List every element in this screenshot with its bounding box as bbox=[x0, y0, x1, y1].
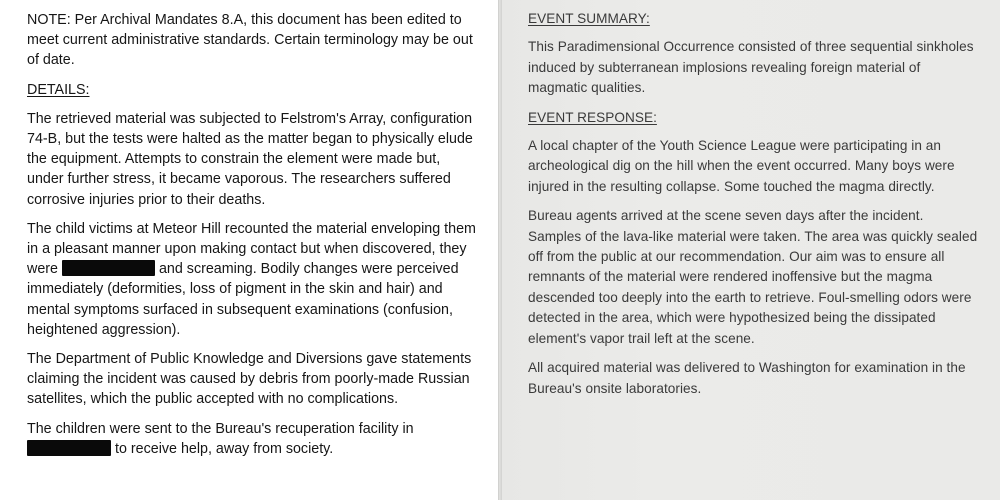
details-heading: DETAILS: bbox=[27, 81, 90, 98]
details-paragraph-3: The Department of Public Knowledge and Diversions gave statements claiming the incident was caused by debris from poorly-made Russian satellites, which the public accepted with no complications. bbox=[27, 351, 472, 408]
redaction-bar bbox=[62, 260, 155, 276]
paragraph-2-text-before: The child victims at Meteor Hill recounted the material enveloping them in a pleasant manner upon making contact but when discovered, they were bbox=[27, 220, 476, 278]
archival-note: NOTE: Per Archival Mandates 8.A, this document has been edited to meet current administrative standards. Certain terminology may be out of date. bbox=[27, 12, 473, 69]
event-response-paragraph-3: All acquired material was delivered to Washington for examination in the Bureau's onsite laboratories. bbox=[528, 360, 966, 396]
paragraph-4-text-before: The children were sent to the Bureau's recuperation facility in bbox=[27, 420, 414, 437]
paragraph-2-text-after: and screaming. Bodily changes were perceived immediately (deformities, loss of pigment in the skin and hair) and mental symptoms surfaced in subsequent examinations (confusion, heightened aggression). bbox=[27, 261, 459, 338]
right-page bbox=[502, 0, 1000, 500]
redaction-bar bbox=[27, 440, 111, 456]
event-response-heading: EVENT RESPONSE: bbox=[528, 109, 657, 125]
details-paragraph-2 bbox=[27, 219, 480, 340]
details-paragraph-4 bbox=[27, 419, 480, 459]
event-summary-heading: EVENT SUMMARY: bbox=[528, 11, 650, 26]
details-paragraph-1: The retrieved material was subjected to Felstrom's Array, configuration 74-B, but the tests were halted as the matter began to physically elude the equipment. Attempts to constrain the element were made but, under further stress, it became vaporous. The researchers suffered corrosive injuries prior to their deaths. bbox=[27, 110, 473, 208]
paragraph-4-text-after: to receive help, away from society. bbox=[114, 440, 334, 457]
left-page bbox=[0, 0, 498, 500]
event-summary-text: This Paradimensional Occurrence consisted of three sequential sinkholes induced by subterranean implosions revealing foreign material of magmatic qualities. bbox=[528, 39, 974, 96]
event-response-paragraph-1: A local chapter of the Youth Science League were participating in an archeological dig on the hill when the event occurred. Many boys were injured in the resulting collapse. Some touched the magma directly. bbox=[528, 138, 955, 194]
event-response-paragraph-2: Bureau agents arrived at the scene seven days after the incident. Samples of the lava-like material were taken. The area was quickly sealed off from the public at our recommendation. Our aim was to ensure all remnants of the material were rendered inoffensive but the magma descended too deeply into the earth to retrieve. Foul-smelling odors were detected in the area, which were hypothesized being the dissipated element's vapor trail left at the scene. bbox=[528, 208, 978, 346]
